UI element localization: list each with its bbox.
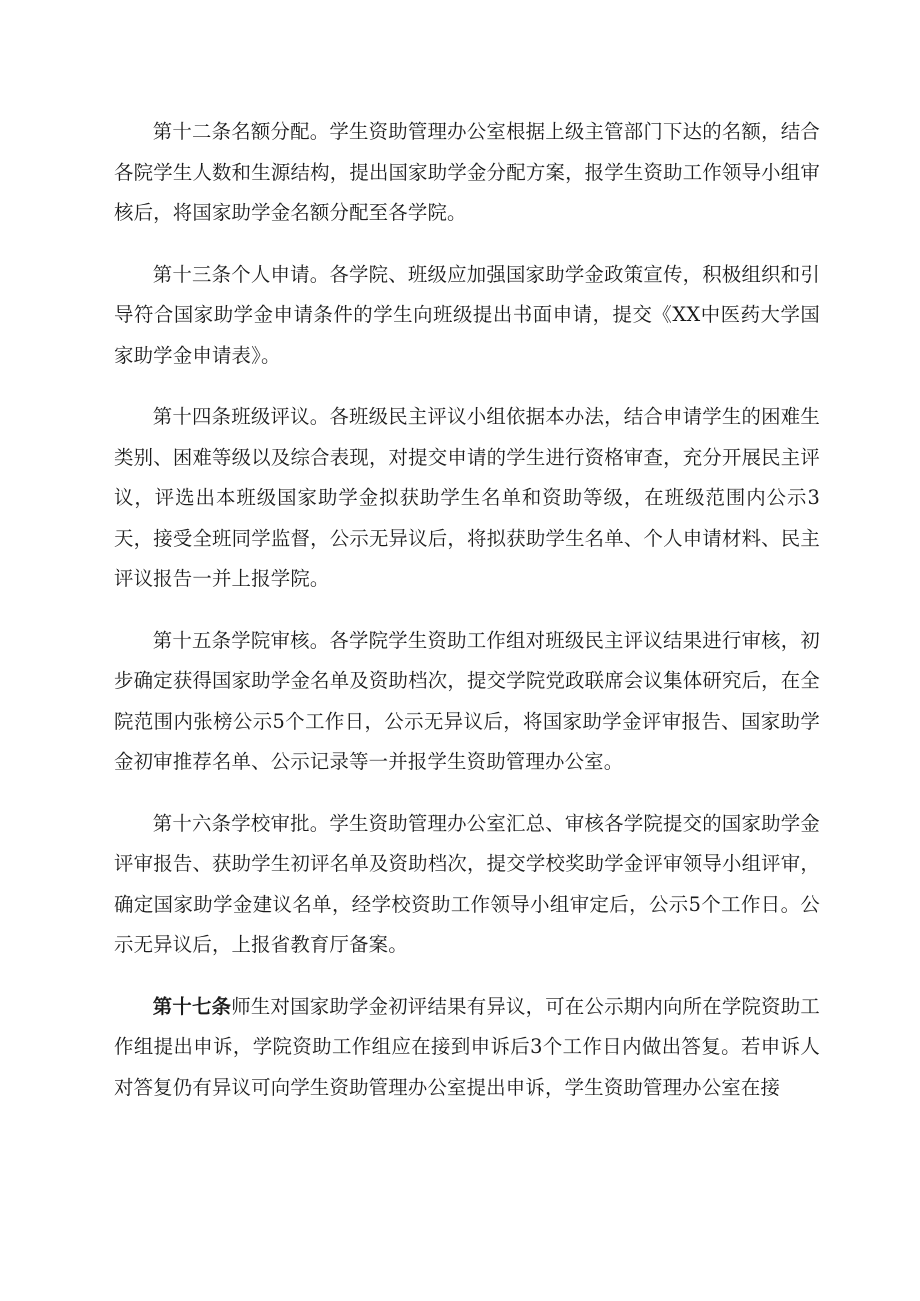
article-16 [114,804,820,966]
article-number: 第十六条 [152,811,232,835]
article-number: 第十四条 [152,405,232,428]
article-number: 第十七条 [152,994,232,1018]
article-15 [114,621,820,783]
article-number: 第十三条 [152,262,232,286]
article-text: 师生对国家助学金初评结果有异议，可在公示期内向所在学院资助工作组提出申诉，学院资助工作组应在接到申诉后3个工作日内做出答复。若申诉人对答复仍有异议可向学生资助管理办公室提出申诉，学生资助管理办公室在接 [114,994,820,1099]
article-17 [114,987,820,1109]
article-text: 名额分配。学生资助管理办公室根据上级主管部门下达的名额，结合各院学生人数和生源结构，提出国家助学金分配方案，报学生资助工作领导小组审核后，将国家助学金名额分配至各学院。 [114,120,820,224]
article-text: 学院审核。各学院学生资助工作组对班级民主评议结果进行审核，初步确定获得国家助学金名单及资助档次，提交学院党政联席会议集体研究后，在全院范围内张榜公示5个工作日，公示无异议后，将国家助学金评审报告、国家助学金初审推荐名单、公示记录等一并报学生资助管理办公室。 [114,628,820,773]
article-text: 学校审批。学生资助管理办公室汇总、审核各学院提交的国家助学金评审报告、获助学生初评名单及资助档次，提交学校奖助学金评审领导小组评审，确定国家助学金建议名单，经学校资助工作领导小组审定后，公示5个工作日。公示无异议后，上报省教育厅备案。 [114,811,820,956]
article-text: 班级评议。各班级民主评议小组依据本办法，结合申请学生的困难生类别、困难等级以及综合表现，对提交申请的学生进行资格审查，充分开展民主评议，评选出本班级国家助学金拟获助学生名单和资助等级，在班级范围内公示3天，接受全班同学监督，公示无异议后，将拟获助学生名单、个人申请材料、民主评议报告一并上报学院。 [114,405,820,590]
article-number: 第十二条 [152,120,232,143]
article-14 [114,397,820,600]
article-12 [114,112,820,234]
article-13 [114,255,820,377]
article-text: 个人申请。各学院、班级应加强国家助学金政策宣传，积极组织和引导符合国家助学金申请条件的学生向班级提出书面申请，提交《XX中医药大学国家助学金申请表》。 [114,262,820,367]
article-number: 第十五条 [152,628,232,652]
